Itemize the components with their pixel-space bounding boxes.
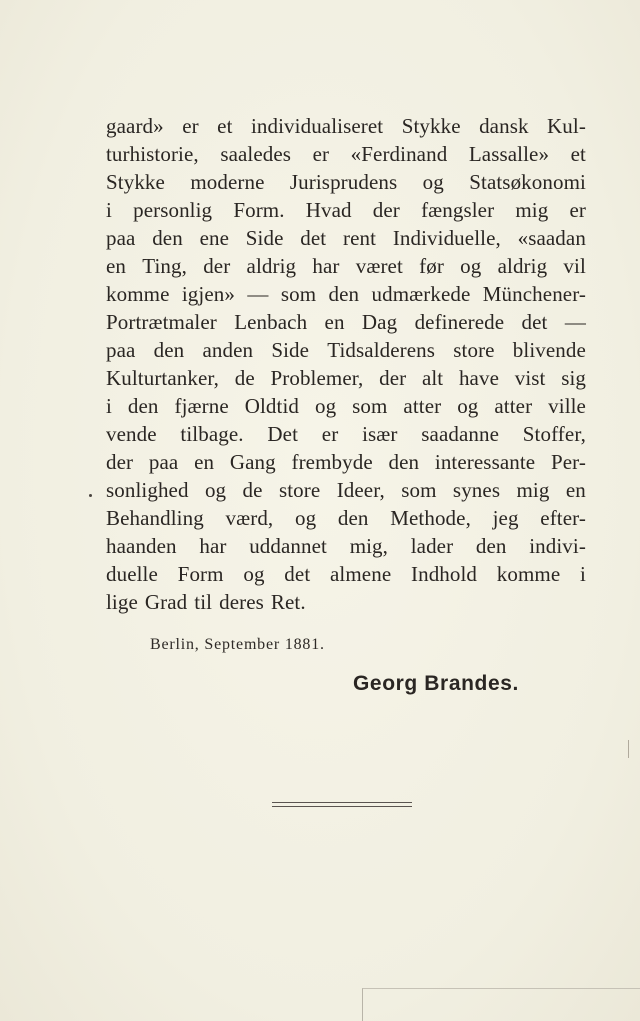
word: mig, [349, 534, 389, 558]
text-line [106, 532, 586, 560]
author-signature: Georg Brandes. [353, 672, 519, 695]
word: et [217, 114, 233, 138]
word: er [569, 198, 586, 222]
word: som [280, 282, 317, 306]
word: Ret. [270, 590, 306, 614]
word: lige [106, 590, 138, 614]
word: Form. [233, 198, 285, 222]
word: en [324, 310, 345, 334]
word: komme [496, 562, 561, 586]
word: «Ferdinand [350, 142, 448, 166]
word: en [106, 254, 127, 278]
word: mig [515, 198, 549, 222]
word: er [312, 142, 330, 166]
word: Kulturtanker, [106, 366, 220, 390]
word: en [194, 450, 215, 474]
text-line [106, 392, 586, 420]
word: Stykke [401, 114, 461, 138]
word: Indhold [411, 562, 478, 586]
word: igjen» [181, 282, 235, 306]
word: de [242, 478, 263, 502]
margin-mark [89, 494, 92, 497]
word: Hvad [305, 198, 352, 222]
word: Det [267, 422, 299, 446]
word: Methode, [390, 506, 471, 530]
word: der [203, 254, 231, 278]
word: vist [514, 366, 546, 390]
word: det [300, 226, 327, 250]
word: Side [245, 226, 284, 250]
text-line [106, 140, 586, 168]
word: den [475, 534, 507, 558]
word: Individuelle, [392, 226, 501, 250]
word: vende [106, 422, 157, 446]
word: fængsler [421, 198, 495, 222]
word: — [564, 310, 586, 334]
text-line [106, 588, 586, 616]
word: Statsøkonomi [469, 170, 586, 194]
word: uddannet [249, 534, 327, 558]
word: som [352, 394, 388, 418]
text-line [106, 476, 586, 504]
word: frembyde [291, 450, 373, 474]
word: den [388, 450, 420, 474]
word: paa [106, 226, 136, 250]
word: Jurisprudens [289, 170, 398, 194]
word: Stykke [106, 170, 165, 194]
word: er [321, 422, 339, 446]
word: den [328, 282, 360, 306]
text-line [106, 280, 586, 308]
text-line [106, 336, 586, 364]
word: det [284, 562, 311, 586]
text-line [106, 504, 586, 532]
word: Portrætmaler [106, 310, 217, 334]
word: lader [410, 534, 454, 558]
word: værd, [225, 506, 274, 530]
text-line [106, 252, 586, 280]
word: Stoffer, [522, 422, 586, 446]
word: Münchener- [482, 282, 586, 306]
word: mig [516, 478, 550, 502]
word: individualiseret [250, 114, 384, 138]
word: aldrig [497, 254, 548, 278]
word: Grad [144, 590, 188, 614]
word: — [247, 282, 269, 306]
word: rent [343, 226, 377, 250]
dateline: Berlin, September 1881. [150, 636, 325, 653]
word: aldrig [246, 254, 297, 278]
text-line [106, 364, 586, 392]
body-text [106, 112, 586, 616]
word: Dag [361, 310, 398, 334]
word: og [422, 170, 444, 194]
text-line [106, 168, 586, 196]
text-line [106, 420, 586, 448]
word: indivi- [529, 534, 586, 558]
word: duelle [106, 562, 158, 586]
word: efter- [540, 506, 586, 530]
word: anden [202, 338, 254, 362]
word: ene [199, 226, 230, 250]
word: den [337, 506, 369, 530]
word: ville [548, 394, 586, 418]
word: have [458, 366, 499, 390]
word: i [580, 562, 586, 586]
word: interessante [434, 450, 536, 474]
word: har [199, 534, 227, 558]
word: til [194, 590, 213, 614]
word: Problemer, [270, 366, 364, 390]
text-line [106, 112, 586, 140]
closing-rule-bottom [272, 806, 412, 807]
word: den [127, 394, 159, 418]
word: der [379, 366, 407, 390]
word: turhistorie, [106, 142, 199, 166]
word: blivende [512, 338, 586, 362]
text-line [106, 308, 586, 336]
word: moderne [190, 170, 265, 194]
word: atter [403, 394, 442, 418]
word: har [312, 254, 340, 278]
word: der [106, 450, 134, 474]
word: Per- [550, 450, 586, 474]
word: det [521, 310, 548, 334]
word: synes [452, 478, 501, 502]
word: og [204, 478, 227, 502]
word: store [453, 338, 495, 362]
word: Side [271, 338, 310, 362]
word: definerede [414, 310, 505, 334]
page-corner-fold [362, 988, 640, 1021]
word: almene [330, 562, 392, 586]
word: haanden [106, 534, 177, 558]
word: og [243, 562, 265, 586]
text-line [106, 448, 586, 476]
word: og [294, 506, 317, 530]
text-line [106, 224, 586, 252]
word: og [460, 254, 482, 278]
word: i [106, 198, 112, 222]
word: Ting, [142, 254, 187, 278]
word: er [182, 114, 199, 138]
word: og [314, 394, 337, 418]
word: den [153, 338, 185, 362]
word: store [278, 478, 321, 502]
word: et [570, 142, 586, 166]
word: Gang [229, 450, 276, 474]
word: især [362, 422, 398, 446]
word: der [372, 198, 400, 222]
word: paa [148, 450, 179, 474]
word: Kul- [547, 114, 586, 138]
word: Oldtid [244, 394, 299, 418]
word: en [565, 478, 586, 502]
word: gaard» [106, 114, 164, 138]
word: komme [106, 282, 170, 306]
word: Tidsalderens [327, 338, 436, 362]
word: Lassalle» [468, 142, 550, 166]
word: atter [494, 394, 533, 418]
word: Lenbach [234, 310, 308, 334]
word: været [355, 254, 403, 278]
word: Ideer, [336, 478, 385, 502]
word: Form [177, 562, 224, 586]
word: jeg [492, 506, 519, 530]
word: vil [563, 254, 586, 278]
word: deres [219, 590, 264, 614]
word: dansk [479, 114, 529, 138]
closing-rule-top [272, 802, 412, 803]
word: tilbage. [180, 422, 244, 446]
word: den [152, 226, 183, 250]
word: saadanne [421, 422, 500, 446]
word: «saadan [517, 226, 586, 250]
word: fjærne [174, 394, 229, 418]
word: som [401, 478, 437, 502]
word: og [457, 394, 479, 418]
word: de [234, 366, 255, 390]
word: saaledes [220, 142, 292, 166]
edge-mark [628, 740, 629, 758]
word: personlig [133, 198, 213, 222]
word: alt [421, 366, 444, 390]
text-line [106, 196, 586, 224]
text-line [106, 560, 586, 588]
word: før [419, 254, 444, 278]
word: sig [561, 366, 586, 390]
word: sonlighed [106, 478, 189, 502]
word: Behandling [106, 506, 204, 530]
word: paa [106, 338, 136, 362]
word: udmærkede [371, 282, 471, 306]
word: i [106, 394, 112, 418]
